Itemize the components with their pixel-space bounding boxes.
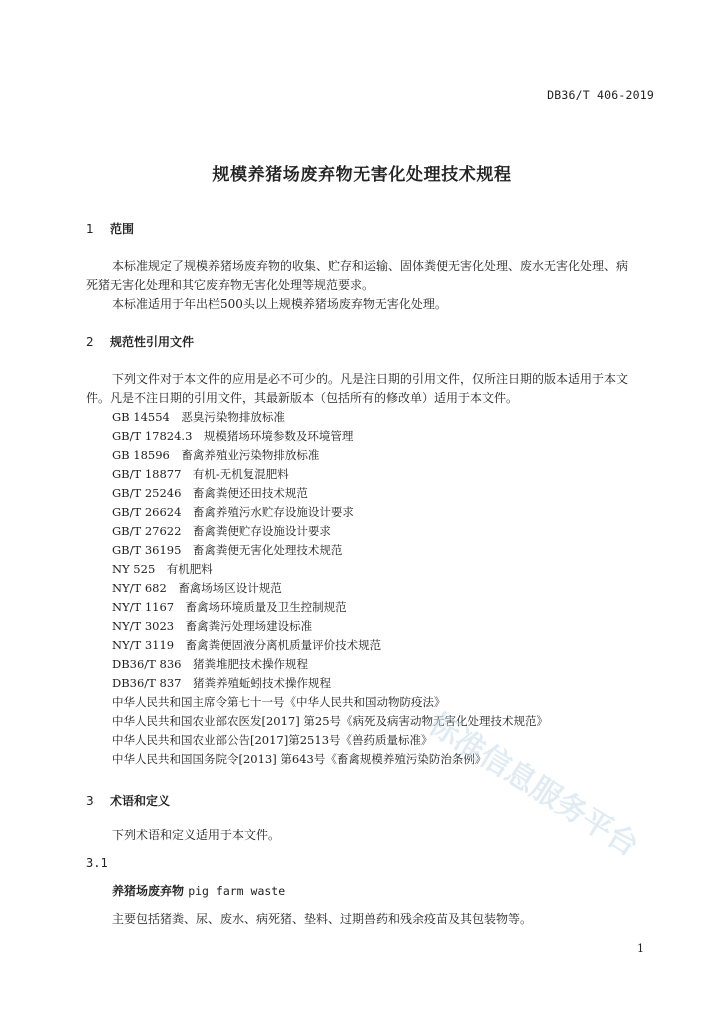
reference-item xyxy=(112,522,548,541)
regulation-item: 中华人民共和国主席令第七十一号《中华人民共和国动物防疫法》 xyxy=(112,695,446,709)
reference-item xyxy=(112,598,548,617)
reference-code: GB/T 18877 xyxy=(112,467,182,481)
reference-title: 畜禽粪便固液分离机质量评价技术规范 xyxy=(185,638,382,652)
reference-code: NY/T 3023 xyxy=(112,619,175,633)
scope-paragraph-2: 本标准适用于年出栏500头以上规模养猪场废弃物无害化处理。 xyxy=(112,297,447,311)
section-2-heading xyxy=(86,333,194,350)
reference-code: GB/T 36195 xyxy=(112,543,182,557)
reference-title: 畜禽场环境质量及卫生控制规范 xyxy=(185,600,347,614)
reference-code: DB36/T 837 xyxy=(112,676,182,690)
reference-item xyxy=(112,541,548,560)
reference-title: 畜禽养殖污水贮存设施设计要求 xyxy=(192,505,354,519)
term-name: 养猪场废弃物 xyxy=(112,884,185,898)
scope-paragraph-line1: 本标准规定了规模养猪场废弃物的收集、贮存和运输、固体粪便无害化处理、废水无害化处理、病 xyxy=(112,259,629,273)
scope-paragraph-line2: 死猪无害化处理和其它废弃物无害化处理等规范要求。 xyxy=(86,278,375,292)
term-heading xyxy=(112,882,285,899)
reference-title: 猪粪养殖蚯蚓技术操作规程 xyxy=(192,676,331,690)
references-intro-line2: 件。凡是不注日期的引用文件，其最新版本（包括所有的修改单）适用于本文件。 xyxy=(86,391,519,405)
reference-list xyxy=(112,408,548,769)
reference-title: 恶臭污染物排放标准 xyxy=(181,410,285,424)
reference-item xyxy=(112,427,548,446)
document-title: 规模养猪场废弃物无害化处理技术规程 xyxy=(212,165,512,185)
reference-item xyxy=(112,636,548,655)
reference-code: NY/T 3119 xyxy=(112,638,175,652)
reference-item xyxy=(112,655,548,674)
regulation-item: 中华人民共和国国务院令[2013] 第643号《畜禽规模养殖污染防治条例》 xyxy=(112,752,487,766)
reference-code: GB/T 25246 xyxy=(112,486,182,500)
reference-item xyxy=(112,503,548,522)
reference-code: GB/T 26624 xyxy=(112,505,182,519)
reference-code: DB36/T 836 xyxy=(112,657,182,671)
references-intro-line1: 下列文件对于本文件的应用是必不可少的。凡是注日期的引用文件，仅所注日期的版本适用于本文 xyxy=(112,372,629,386)
reference-item xyxy=(112,465,548,484)
reference-item xyxy=(112,617,548,636)
reference-title: 猪粪堆肥技术操作规程 xyxy=(192,657,308,671)
document-code: DB36/T 406-2019 xyxy=(547,88,654,102)
reference-code: GB/T 17824.3 xyxy=(112,429,193,443)
section-title: 范围 xyxy=(110,222,135,236)
term-definition: 主要包括猪粪、尿、废水、病死猪、垫料、过期兽药和残余疫苗及其包装物等。 xyxy=(112,912,533,926)
section-title: 规范性引用文件 xyxy=(110,335,195,349)
reference-title: 畜禽粪便还田技术规范 xyxy=(192,486,308,500)
reference-code: GB/T 27622 xyxy=(112,524,182,538)
terms-intro: 下列术语和定义适用于本文件。 xyxy=(112,828,281,842)
reference-item xyxy=(112,560,548,579)
reference-item xyxy=(112,579,548,598)
section-number: 2 xyxy=(86,335,94,349)
term-english: pig farm waste xyxy=(188,884,286,898)
reference-item xyxy=(112,674,548,693)
reference-code: NY 525 xyxy=(112,562,156,576)
reference-title: 畜禽粪污处理场建设标准 xyxy=(185,619,313,633)
reference-code: NY/T 1167 xyxy=(112,600,175,614)
watermark: 标准信息服务平台 xyxy=(422,706,645,864)
reference-item xyxy=(112,484,548,503)
reference-code: GB 14554 xyxy=(112,410,170,424)
reference-code: NY/T 682 xyxy=(112,581,167,595)
reference-item xyxy=(112,446,548,465)
term-number: 3.1 xyxy=(86,856,108,870)
section-1-heading xyxy=(86,220,134,237)
reference-title: 有机-无机复混肥料 xyxy=(192,467,289,481)
section-title: 术语和定义 xyxy=(110,794,171,808)
section-number: 1 xyxy=(86,222,94,236)
section-3-heading xyxy=(86,792,170,809)
reference-title: 畜禽粪便贮存设施设计要求 xyxy=(192,524,331,538)
reference-item xyxy=(112,408,548,427)
regulation-item: 中华人民共和国农业部农医发[2017] 第25号《病死及病害动物无害化处理技术规范》 xyxy=(112,714,549,728)
reference-title: 有机肥料 xyxy=(166,562,213,576)
reference-title: 畜禽粪便无害化处理技术规范 xyxy=(192,543,343,557)
reference-title: 畜禽养殖业污染物排放标准 xyxy=(181,448,320,462)
regulation-item: 中华人民共和国农业部公告[2017]第2513号《兽药质量标准》 xyxy=(112,733,433,747)
reference-title: 规模猪场环境参数及环境管理 xyxy=(203,429,354,443)
reference-title: 畜禽场场区设计规范 xyxy=(178,581,282,595)
reference-code: GB 18596 xyxy=(112,448,170,462)
section-number: 3 xyxy=(86,794,94,808)
page-number: 1 xyxy=(637,942,644,955)
